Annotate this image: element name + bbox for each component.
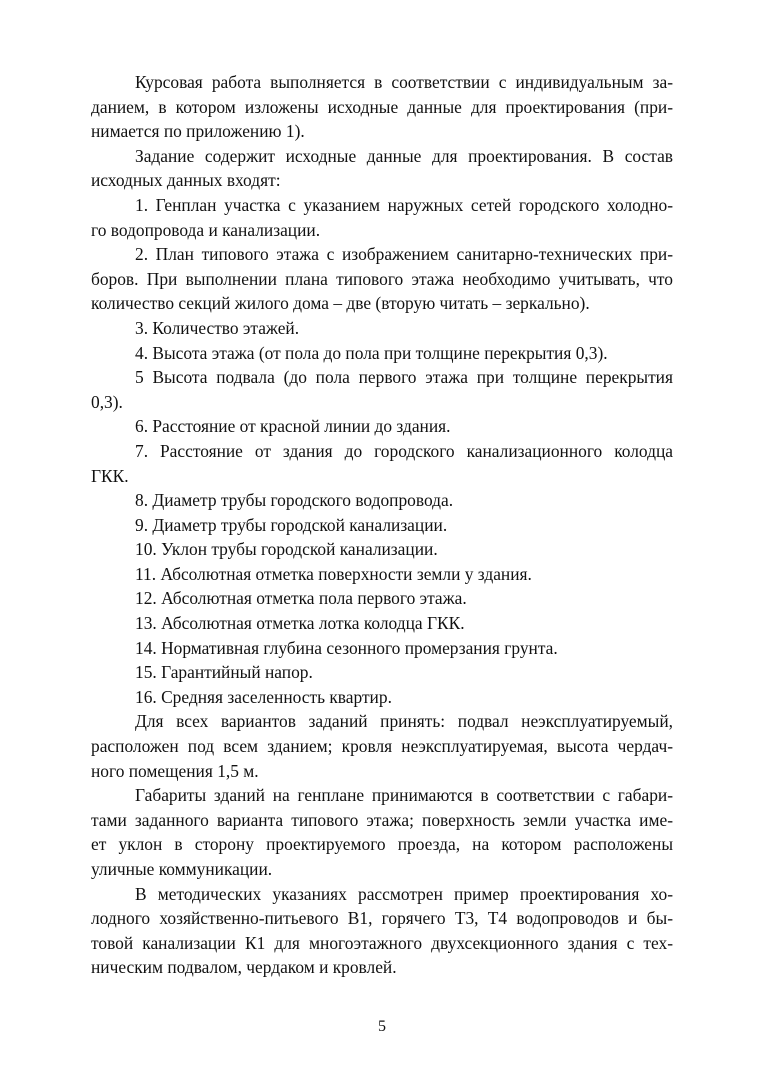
- list-item: 5 Высота подвала (до пола первого этажа при толщине перекрытия: [135, 367, 673, 388]
- list-item: 9. Диаметр трубы городской канализации.: [135, 514, 448, 535]
- text-line: В методических указаниях рассмотрен пример проектирования хо-: [135, 883, 673, 904]
- text-line: Габариты зданий на генплане принимаются в соответствии с габари-: [135, 785, 673, 806]
- text-line: количество секций жилого дома – две (вторую читать – зеркально).: [91, 293, 590, 314]
- list-item: 10. Уклон трубы городской канализации.: [135, 539, 438, 560]
- text-line: ного помещения 1,5 м.: [91, 760, 259, 781]
- text-line: 0,3).: [91, 391, 123, 412]
- text-line: ет уклон в сторону проектируемого проезда, на котором расположены: [91, 834, 673, 855]
- text-line: Задание содержит исходные данные для проектирования. В состав: [135, 145, 673, 166]
- text-line: го водопровода и канализации.: [91, 219, 321, 240]
- text-line: нимается по приложению 1).: [91, 121, 305, 142]
- list-item: 4. Высота этажа (от пола до пола при толщине перекрытия 0,3).: [135, 342, 608, 363]
- list-item: 6. Расстояние от красной линии до здания.: [135, 416, 451, 437]
- body-text: [91, 70, 673, 980]
- text-line: тами заданного варианта типового этажа; поверхность земли участка име-: [91, 809, 673, 830]
- list-item: 1. Генплан участка с указанием наружных сетей городского холодно-: [135, 194, 673, 215]
- list-item: 12. Абсолютная отметка пола первого этажа.: [135, 588, 467, 609]
- text-line: Для всех вариантов заданий принять: подвал неэксплуатируемый,: [135, 711, 673, 732]
- text-line: ГКК.: [91, 465, 129, 486]
- list-item: 14. Нормативная глубина сезонного промерзания грунта.: [135, 637, 558, 658]
- page-number: 5: [378, 1018, 386, 1035]
- text-line: Курсовая работа выполняется в соответствии с индивидуальным за-: [135, 72, 673, 92]
- text-line: ническим подвалом, чердаком и кровлей.: [91, 957, 397, 978]
- list-item: 11. Абсолютная отметка поверхности земли у здания.: [135, 563, 532, 584]
- list-item: 15. Гарантийный напор.: [135, 662, 313, 683]
- list-item: 13. Абсолютная отметка лотка колодца ГКК.: [135, 613, 465, 634]
- list-item: 16. Средняя заселенность квартир.: [135, 686, 392, 707]
- text-line: лодного хозяйственно-питьевого В1, горячего Т3, Т4 водопроводов и бы-: [91, 908, 673, 929]
- text-line: боров. При выполнении плана типового этажа необходимо учитывать, что: [91, 268, 673, 289]
- list-item: 7. Расстояние от здания до городского канализационного колодца: [135, 440, 673, 461]
- list-item: 8. Диаметр трубы городского водопровода.: [135, 490, 454, 511]
- text-line: расположен под всем зданием; кровля неэксплуатируемая, высота чердач-: [91, 736, 673, 757]
- text-line: уличные коммуникации.: [91, 859, 273, 879]
- text-line: исходных данных входят:: [91, 170, 281, 191]
- list-item: 3. Количество этажей.: [135, 317, 300, 338]
- text-line: товой канализации К1 для многоэтажного двухсекционного здания с тех-: [91, 932, 673, 953]
- text-line: данием, в котором изложены исходные данные для проектирования (при-: [91, 96, 673, 117]
- list-item: 2. План типового этажа с изображением санитарно-технических при-: [135, 244, 673, 265]
